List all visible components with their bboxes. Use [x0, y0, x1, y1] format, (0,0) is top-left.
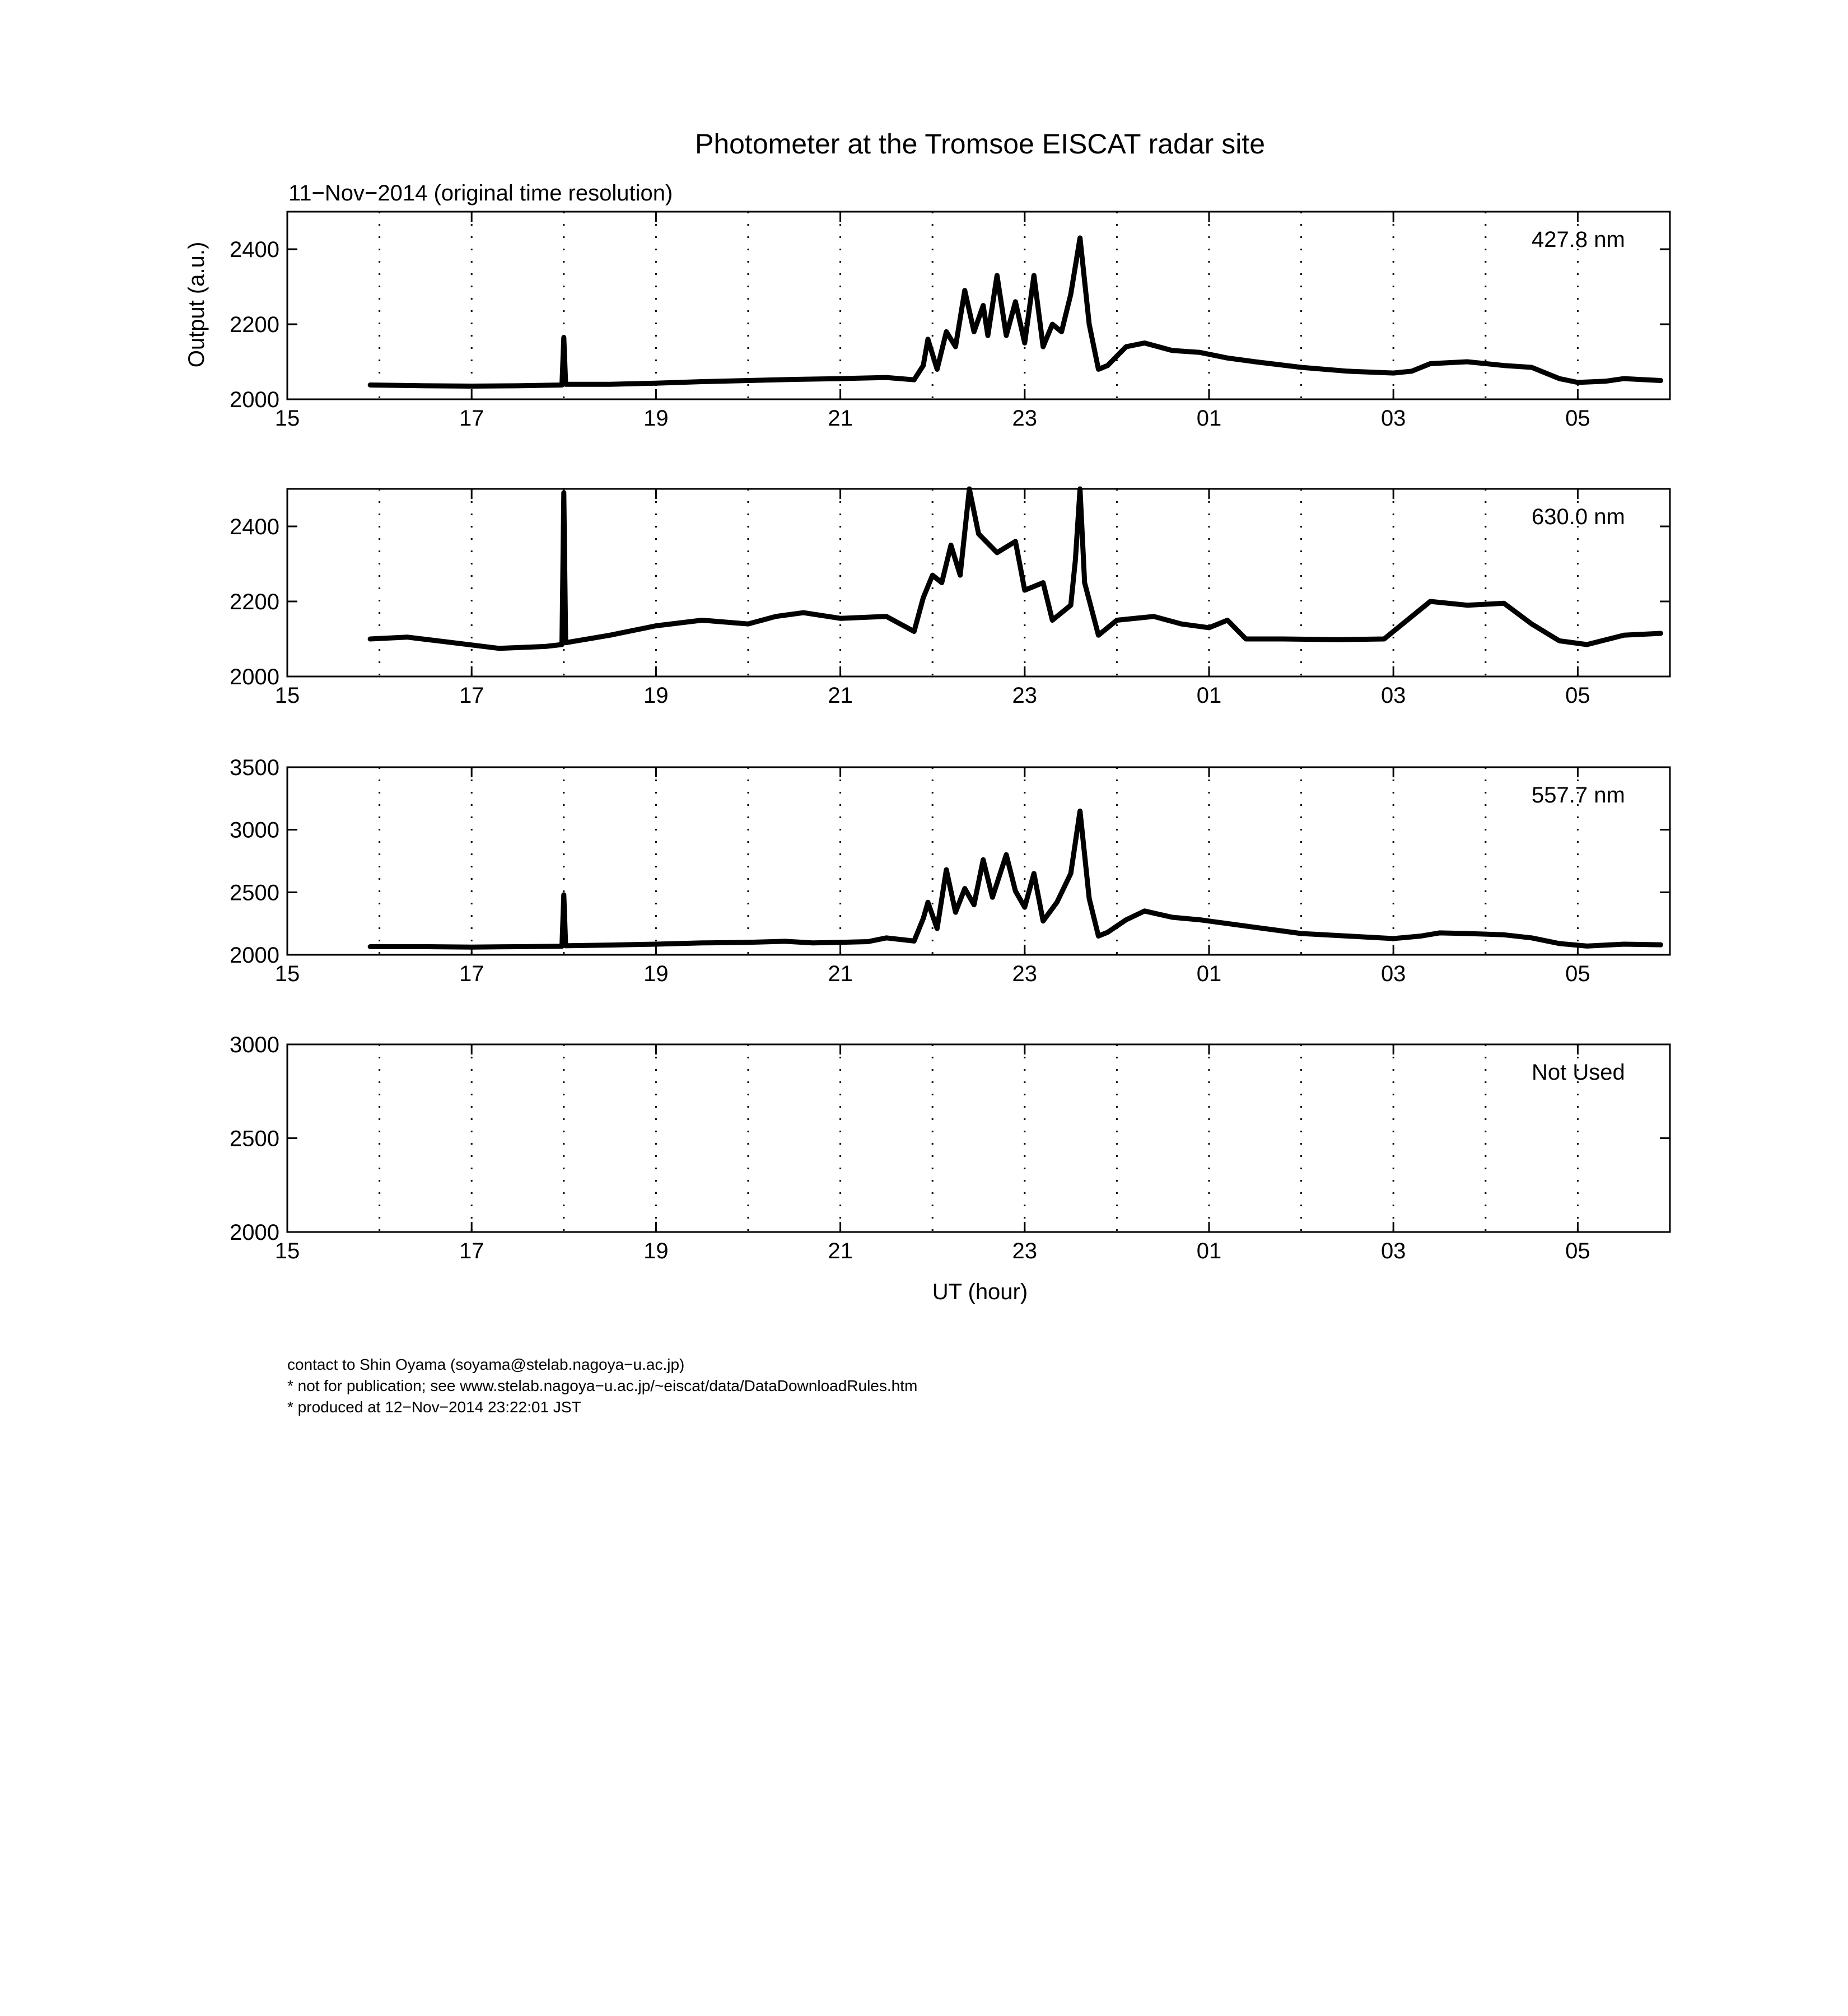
x-tick-label: 01 [1196, 683, 1222, 708]
y-tick-label: 2400 [230, 237, 279, 262]
x-tick-label: 05 [1565, 1239, 1590, 1263]
y-tick-label: 3000 [230, 1033, 279, 1057]
x-tick-label: 01 [1196, 1239, 1222, 1263]
x-tick-label: 01 [1196, 406, 1222, 431]
x-tick-label: 23 [1012, 962, 1038, 986]
x-tick-label: 21 [828, 1239, 853, 1263]
x-tick-label: 19 [643, 962, 669, 986]
y-tick-label: 3500 [230, 755, 279, 780]
x-axis-label: UT (hour) [932, 1280, 1028, 1304]
axes-frame [287, 212, 1670, 399]
axes-frame [287, 1044, 1670, 1232]
panel-3 [230, 755, 1670, 986]
x-tick-label: 03 [1380, 1239, 1406, 1263]
y-tick-label: 2000 [230, 388, 279, 412]
panel-label: Not Used [1532, 1060, 1625, 1085]
panel-2 [230, 489, 1670, 708]
x-tick-label: 21 [828, 683, 853, 708]
x-tick-label: 15 [274, 962, 300, 986]
x-tick-label: 01 [1196, 962, 1222, 986]
panel-label: 630.0 nm [1532, 505, 1625, 529]
y-tick-label: 2000 [230, 943, 279, 968]
series-line [370, 489, 1660, 648]
x-tick-label: 19 [643, 1239, 669, 1263]
x-tick-label: 21 [828, 406, 853, 431]
x-tick-label: 15 [274, 683, 300, 708]
y-axis-label: Output (a.u.) [184, 241, 209, 368]
y-tick-label: 2400 [230, 515, 279, 539]
y-tick-label: 2200 [230, 590, 279, 614]
x-tick-label: 05 [1565, 962, 1590, 986]
y-tick-label: 2000 [230, 665, 279, 689]
footer-publication-note: * not for publication; see www.stelab.nagoya−u.ac.jp/~eiscat/data/DataDownloadRules.htm [287, 1377, 918, 1394]
x-tick-label: 15 [274, 406, 300, 431]
y-tick-label: 2500 [230, 1126, 279, 1151]
x-tick-label: 17 [459, 1239, 484, 1263]
y-tick-label: 2500 [230, 880, 279, 906]
series-line [370, 238, 1660, 386]
footer-contact: contact to Shin Oyama (soyama@stelab.nagoya−u.ac.jp) [287, 1356, 685, 1373]
footer-produced: * produced at 12−Nov−2014 23:22:01 JST [287, 1398, 581, 1416]
panel-label: 427.8 nm [1532, 227, 1625, 252]
x-tick-label: 03 [1380, 962, 1406, 986]
x-tick-label: 03 [1380, 406, 1406, 431]
y-tick-label: 3000 [230, 818, 279, 843]
x-tick-label: 23 [1012, 683, 1038, 708]
x-tick-label: 03 [1380, 683, 1406, 708]
x-tick-label: 17 [459, 683, 484, 708]
panel-label: 557.7 nm [1532, 783, 1625, 808]
x-tick-label: 17 [459, 962, 484, 986]
chart-title: Photometer at the Tromsoe EISCAT radar site [694, 128, 1266, 160]
x-tick-label: 19 [643, 683, 669, 708]
panel-1 [230, 212, 1670, 431]
axes-frame [287, 767, 1670, 955]
x-tick-label: 19 [643, 406, 669, 431]
chart-subtitle: 11−Nov−2014 (original time resolution) [288, 181, 673, 206]
x-tick-label: 23 [1012, 1239, 1038, 1263]
x-tick-label: 15 [274, 1239, 300, 1263]
x-tick-label: 17 [459, 406, 484, 431]
x-tick-label: 21 [828, 962, 853, 986]
panels [230, 212, 1670, 1263]
panel-4 [230, 1033, 1670, 1263]
y-tick-label: 2200 [230, 312, 279, 337]
x-tick-label: 05 [1565, 683, 1590, 708]
footer-notes [287, 1354, 917, 1418]
x-tick-label: 23 [1012, 406, 1038, 431]
y-tick-label: 2000 [230, 1220, 279, 1245]
x-tick-label: 05 [1565, 406, 1590, 431]
